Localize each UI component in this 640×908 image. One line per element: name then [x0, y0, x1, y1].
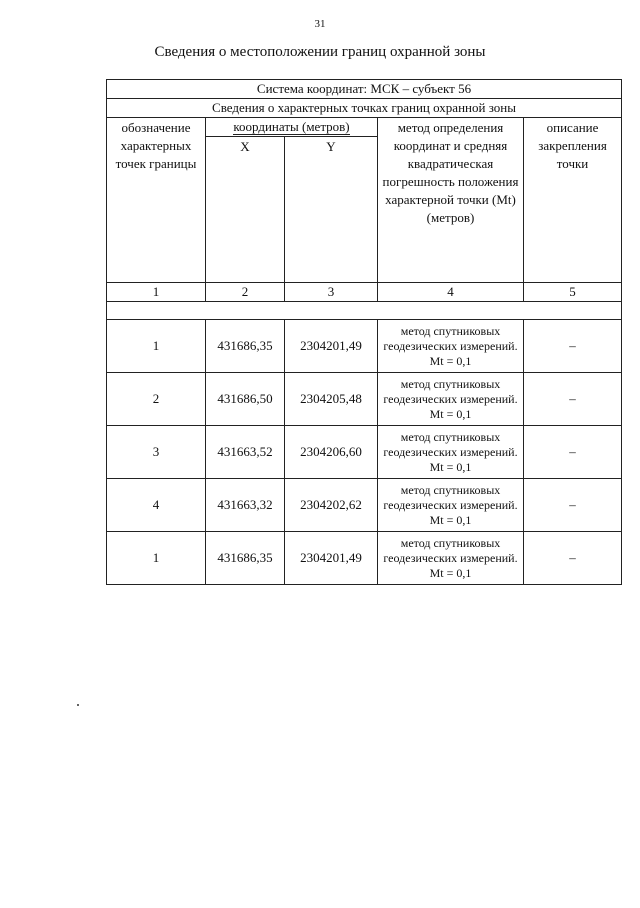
cell-x-coordinate: 431663,32	[206, 479, 285, 532]
column-number: 5	[524, 283, 622, 302]
cell-point-number: 1	[107, 320, 206, 373]
column-number: 4	[378, 283, 524, 302]
cell-x-coordinate: 431686,35	[206, 320, 285, 373]
table-row	[107, 532, 622, 585]
cell-description: –	[524, 373, 622, 426]
cell-y-coordinate: 2304202,62	[285, 479, 378, 532]
cell-point-number: 4	[107, 479, 206, 532]
stray-dot-mark	[77, 704, 79, 706]
boundary-points-table-container	[106, 79, 607, 585]
header-description: описание закрепления точки	[524, 118, 622, 283]
column-number-row	[107, 283, 622, 302]
empty-spacer-row	[107, 302, 622, 320]
column-number: 2	[206, 283, 285, 302]
empty-cell	[107, 302, 622, 320]
header-coordinates	[206, 118, 378, 137]
cell-method: метод спутниковых геодезических измерений. Mt = 0,1	[378, 426, 524, 479]
column-number: 1	[107, 283, 206, 302]
header-coordinates-label: координаты (метров)	[233, 119, 350, 134]
table-row	[107, 426, 622, 479]
page-number: 31	[314, 18, 326, 30]
cell-y-coordinate: 2304206,60	[285, 426, 378, 479]
header-y: Y	[285, 137, 378, 283]
cell-method: метод спутниковых геодезических измерений. Mt = 0,1	[378, 479, 524, 532]
cell-method: метод спутниковых геодезических измерений. Mt = 0,1	[378, 532, 524, 585]
cell-description: –	[524, 479, 622, 532]
table-row	[107, 479, 622, 532]
cell-x-coordinate: 431663,52	[206, 426, 285, 479]
cell-description: –	[524, 426, 622, 479]
header-x: X	[206, 137, 285, 283]
cell-point-number: 3	[107, 426, 206, 479]
cell-method: метод спутниковых геодезических измерений. Mt = 0,1	[378, 373, 524, 426]
table-row	[107, 373, 622, 426]
cell-x-coordinate: 431686,35	[206, 532, 285, 585]
cell-point-number: 1	[107, 532, 206, 585]
boundary-points-table	[106, 79, 622, 585]
cell-y-coordinate: 2304201,49	[285, 320, 378, 373]
section-heading-row: Сведения о характерных точках границ охранной зоны	[107, 99, 622, 118]
coordinate-system-row: Система координат: МСК – субъект 56	[107, 80, 622, 99]
cell-y-coordinate: 2304201,49	[285, 532, 378, 585]
cell-x-coordinate: 431686,50	[206, 373, 285, 426]
cell-point-number: 2	[107, 373, 206, 426]
cell-method: метод спутниковых геодезических измерений. Mt = 0,1	[378, 320, 524, 373]
document-title: Сведения о местоположении границ охранной зоны	[154, 44, 486, 60]
header-method: метод определения координат и средняя квадратическая погрешность положения характерной точки (Mt) (метров)	[378, 118, 524, 283]
header-point-designation: обозначение характерных точек границы	[107, 118, 206, 283]
column-number: 3	[285, 283, 378, 302]
cell-description: –	[524, 320, 622, 373]
cell-y-coordinate: 2304205,48	[285, 373, 378, 426]
cell-description: –	[524, 532, 622, 585]
table-row	[107, 320, 622, 373]
